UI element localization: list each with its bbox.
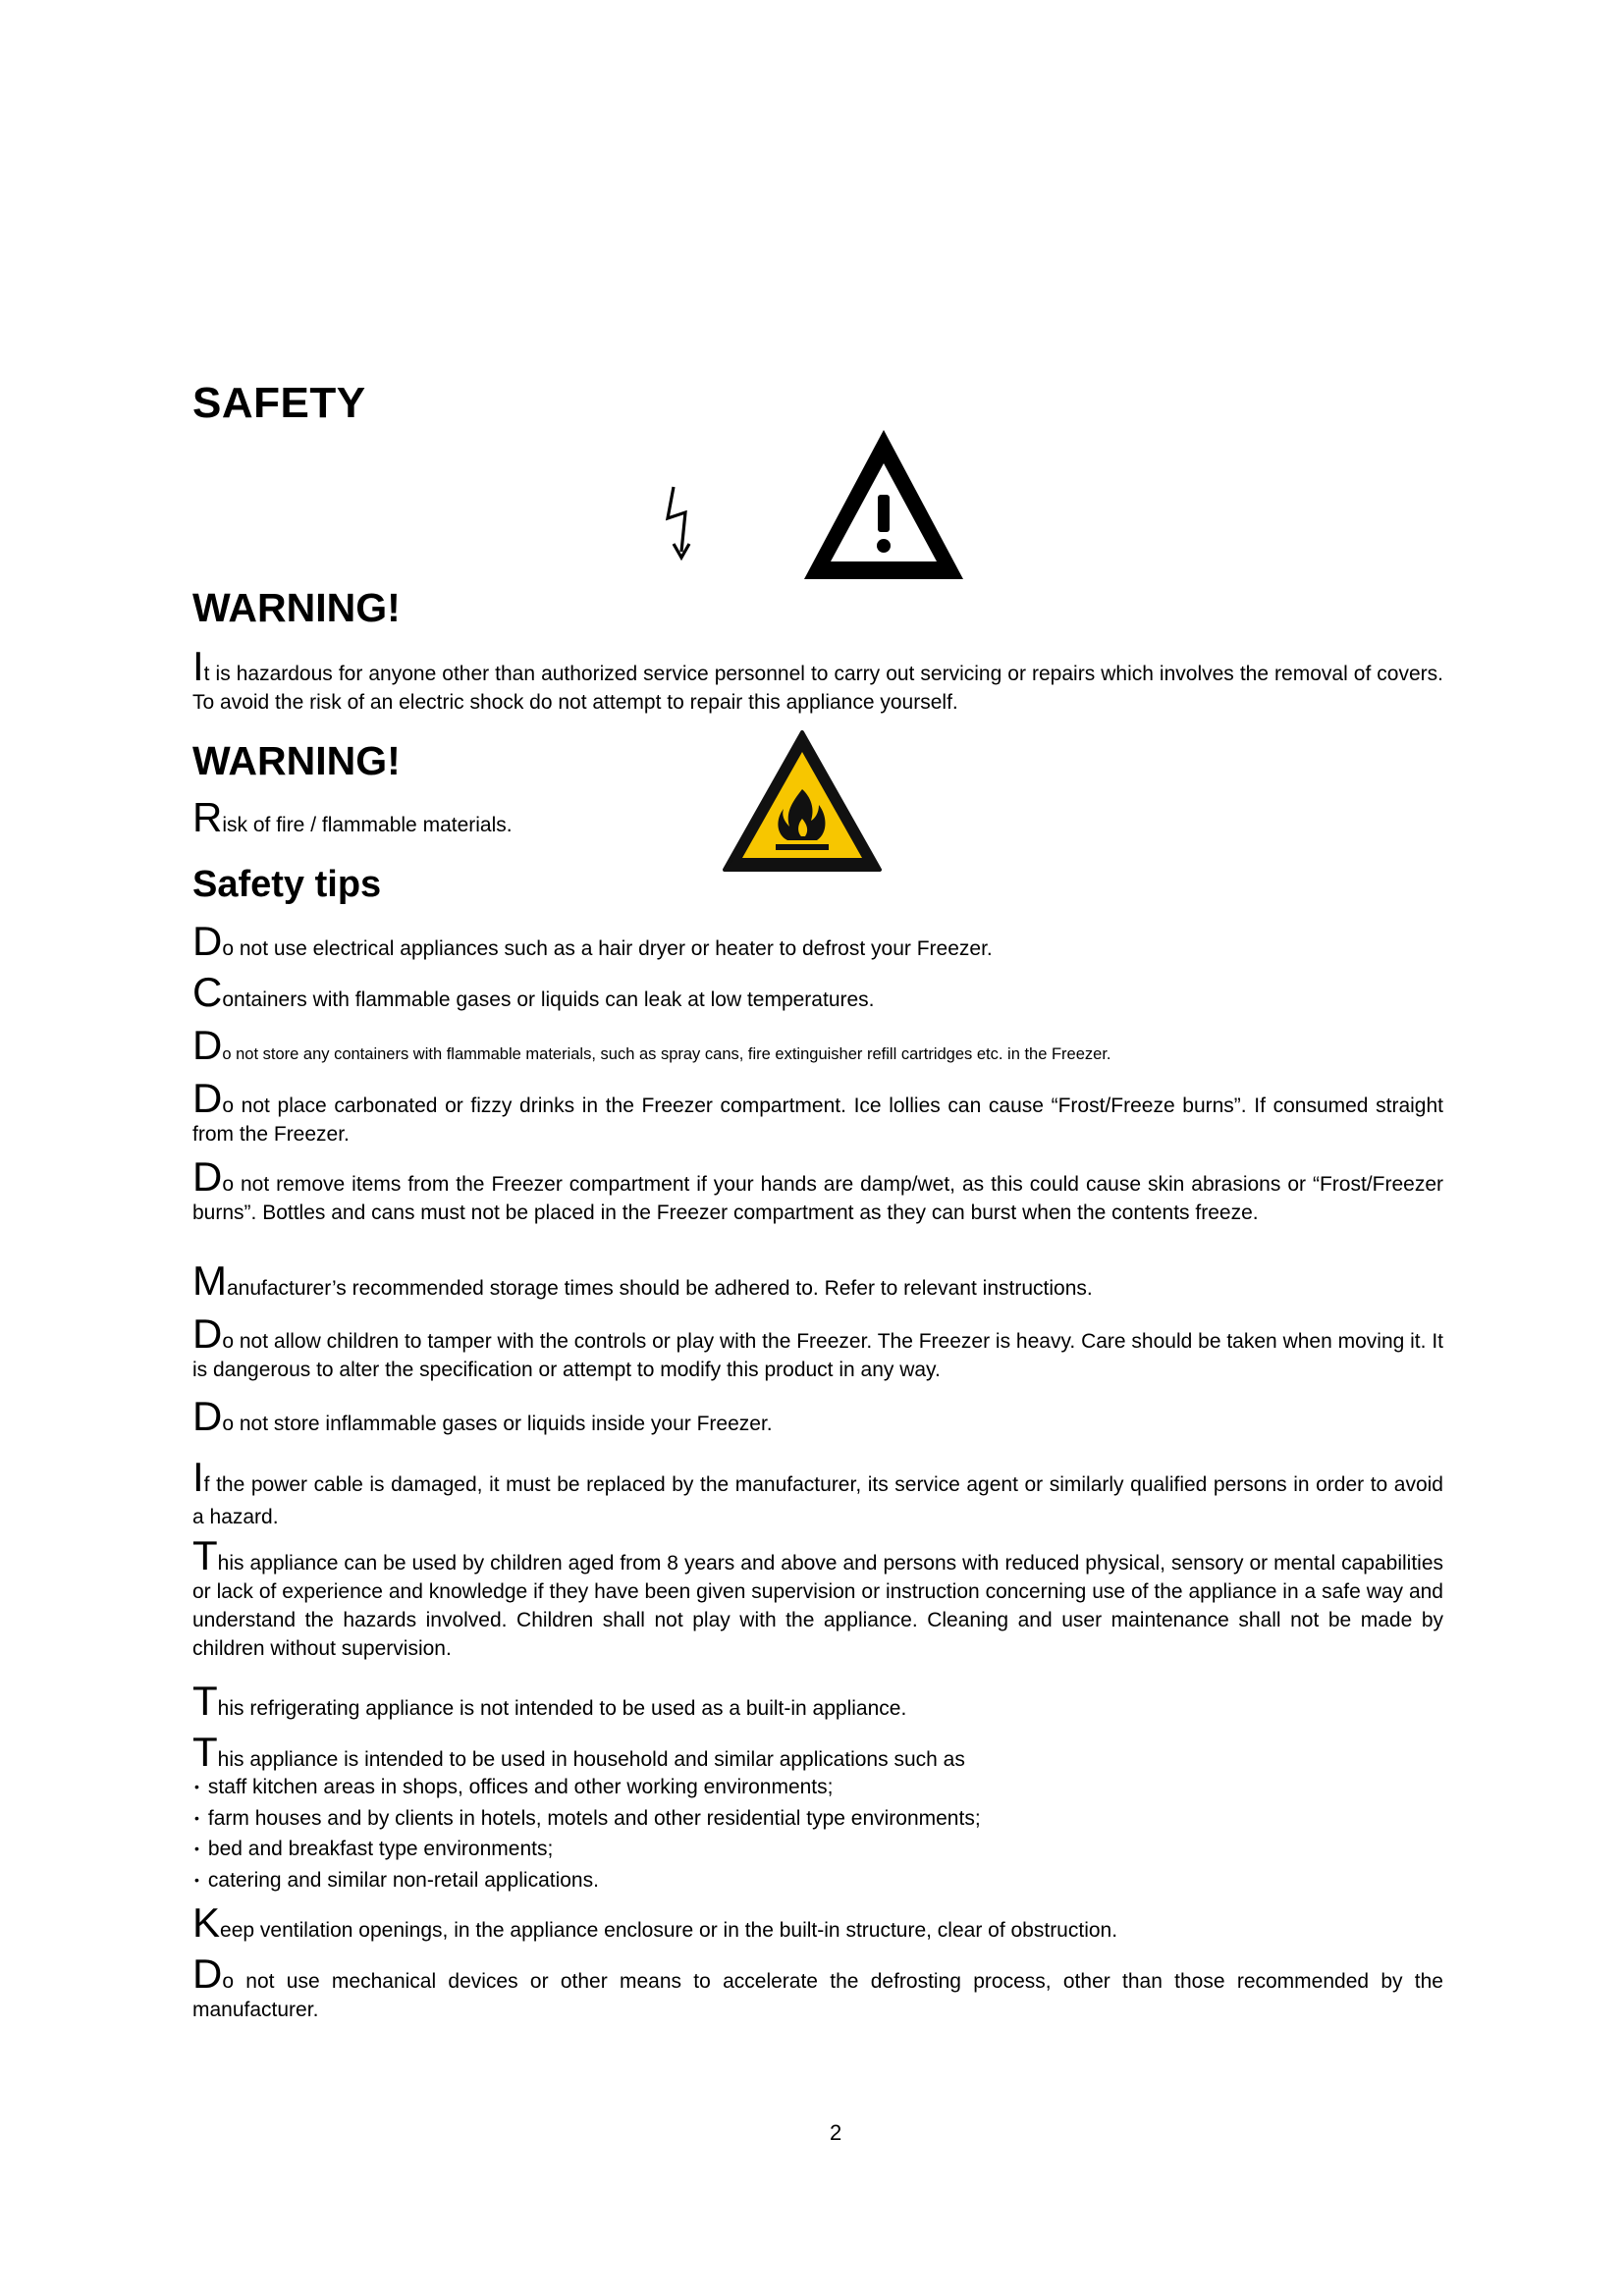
tip-text: eep ventilation openings, in the appliance enclosure or in the built-in structure, clear of obstruction. bbox=[220, 1919, 1118, 1942]
tip-text: anufacturer’s recommended storage times should be adhered to. Refer to relevant instructions. bbox=[227, 1277, 1093, 1300]
tip-paragraph bbox=[192, 1532, 1443, 1663]
list-item: • staff kitchen areas in shops, offices and other working environments; bbox=[194, 1773, 981, 1804]
section-heading: Safety tips bbox=[192, 864, 382, 905]
page-title: SAFETY bbox=[192, 379, 366, 427]
drop-cap: I bbox=[192, 1454, 204, 1500]
drop-cap: D bbox=[192, 1022, 223, 1068]
tip-text: f the power cable is damaged, it must be replaced by the manufacturer, its service agent or similarly qualified persons in order to avoid a hazard. bbox=[192, 1473, 1443, 1528]
tip-text: o not use mechanical devices or other means to accelerate the defrosting process, other than those recommended by the manufacturer. bbox=[192, 1970, 1443, 2021]
bullet-list bbox=[194, 1773, 981, 1896]
drop-cap: D bbox=[192, 1075, 223, 1121]
drop-cap: D bbox=[192, 1393, 223, 1439]
paragraph-text: t is hazardous for anyone other than authorized service personnel to carry out servicing or repairs which involves the removal of covers. To avoid the risk of an electric shock do not attempt to repair this appliance yourself. bbox=[192, 663, 1443, 714]
tip-text: ontainers with flammable gases or liquids can leak at low temperatures. bbox=[222, 988, 875, 1011]
tip-paragraph bbox=[192, 969, 1443, 1015]
tip-text: o not store any containers with flammable materials, such as spray cans, fire extinguisher refill cartridges etc. in the Freezer. bbox=[222, 1045, 1111, 1063]
tip-paragraph bbox=[192, 1899, 1443, 1946]
drop-cap: T bbox=[192, 1729, 218, 1775]
drop-cap: M bbox=[192, 1257, 227, 1304]
tip-paragraph bbox=[192, 1310, 1443, 1384]
tip-paragraph bbox=[192, 1075, 1443, 1148]
list-item: • catering and similar non-retail applications. bbox=[194, 1866, 981, 1897]
tip-paragraph bbox=[192, 1022, 1443, 1069]
drop-cap: D bbox=[192, 918, 223, 964]
flammable-warning-icon bbox=[721, 728, 884, 876]
tip-text: o not allow children to tamper with the controls or play with the Freezer. The Freezer is heavy. Care should be taken when moving it. It is dangerous to alter the specification or attempt to modify this product in any way. bbox=[192, 1330, 1443, 1381]
warning-heading: WARNING! bbox=[192, 585, 401, 630]
warning-heading: WARNING! bbox=[192, 738, 401, 783]
drop-cap: I bbox=[192, 643, 204, 689]
drop-cap: D bbox=[192, 1153, 223, 1200]
drop-cap: T bbox=[192, 1678, 218, 1724]
drop-cap: C bbox=[192, 969, 223, 1015]
tip-text: his refrigerating appliance is not intended to be used as a built-in appliance. bbox=[217, 1697, 907, 1720]
list-item: • bed and breakfast type environments; bbox=[194, 1835, 981, 1866]
drop-cap: T bbox=[192, 1532, 218, 1578]
list-item: • farm houses and by clients in hotels, motels and other residential type environments; bbox=[194, 1804, 981, 1836]
drop-cap: K bbox=[192, 1899, 221, 1946]
tip-text: his appliance can be used by children aged from 8 years and above and persons with reduced physical, sensory or mental capabilities or lack of experience and knowledge if they have been given supervision or instruction concerning use of the appliance in a safe way and understand the hazards involved. Children shall not play with the appliance. Cleaning and user maintenance shall not be made by children without supervision. bbox=[192, 1552, 1443, 1660]
drop-cap: D bbox=[192, 1950, 223, 1997]
drop-cap: D bbox=[192, 1310, 223, 1357]
tip-paragraph bbox=[192, 1729, 1443, 1775]
tip-text: o not place carbonated or fizzy drinks in the Freezer compartment. Ice lollies can cause “Frost/Freeze burns”. If consumed straight from the Freezer. bbox=[192, 1095, 1443, 1146]
page-number: 2 bbox=[830, 2120, 842, 2145]
paragraph-text: isk of fire / flammable materials. bbox=[222, 814, 513, 836]
tip-text: o not use electrical appliances such as a hair dryer or heater to defrost your Freezer. bbox=[222, 937, 993, 960]
warning-paragraph bbox=[192, 643, 1443, 717]
tip-text: o not remove items from the Freezer compartment if your hands are damp/wet, as this could cause skin abrasions or “Frost/Freezer burns”. Bottles and cans must not be placed in the Freezer compartment as they can burst when the contents freeze. bbox=[192, 1173, 1443, 1224]
tip-paragraph bbox=[192, 1153, 1443, 1227]
tip-paragraph bbox=[192, 918, 1443, 964]
tip-text: his appliance is intended to be used in household and similar applications such as bbox=[217, 1748, 965, 1771]
tip-paragraph bbox=[192, 1393, 1443, 1439]
tip-paragraph bbox=[192, 1950, 1443, 2024]
tip-paragraph bbox=[192, 1454, 1443, 1533]
general-warning-icon bbox=[799, 424, 968, 585]
tip-paragraph bbox=[192, 1678, 1443, 1724]
tip-paragraph bbox=[192, 1257, 1443, 1304]
drop-cap: R bbox=[192, 794, 223, 840]
tip-text: o not store inflammable gases or liquids inside your Freezer. bbox=[222, 1413, 773, 1435]
lightning-bolt-icon bbox=[660, 483, 703, 565]
